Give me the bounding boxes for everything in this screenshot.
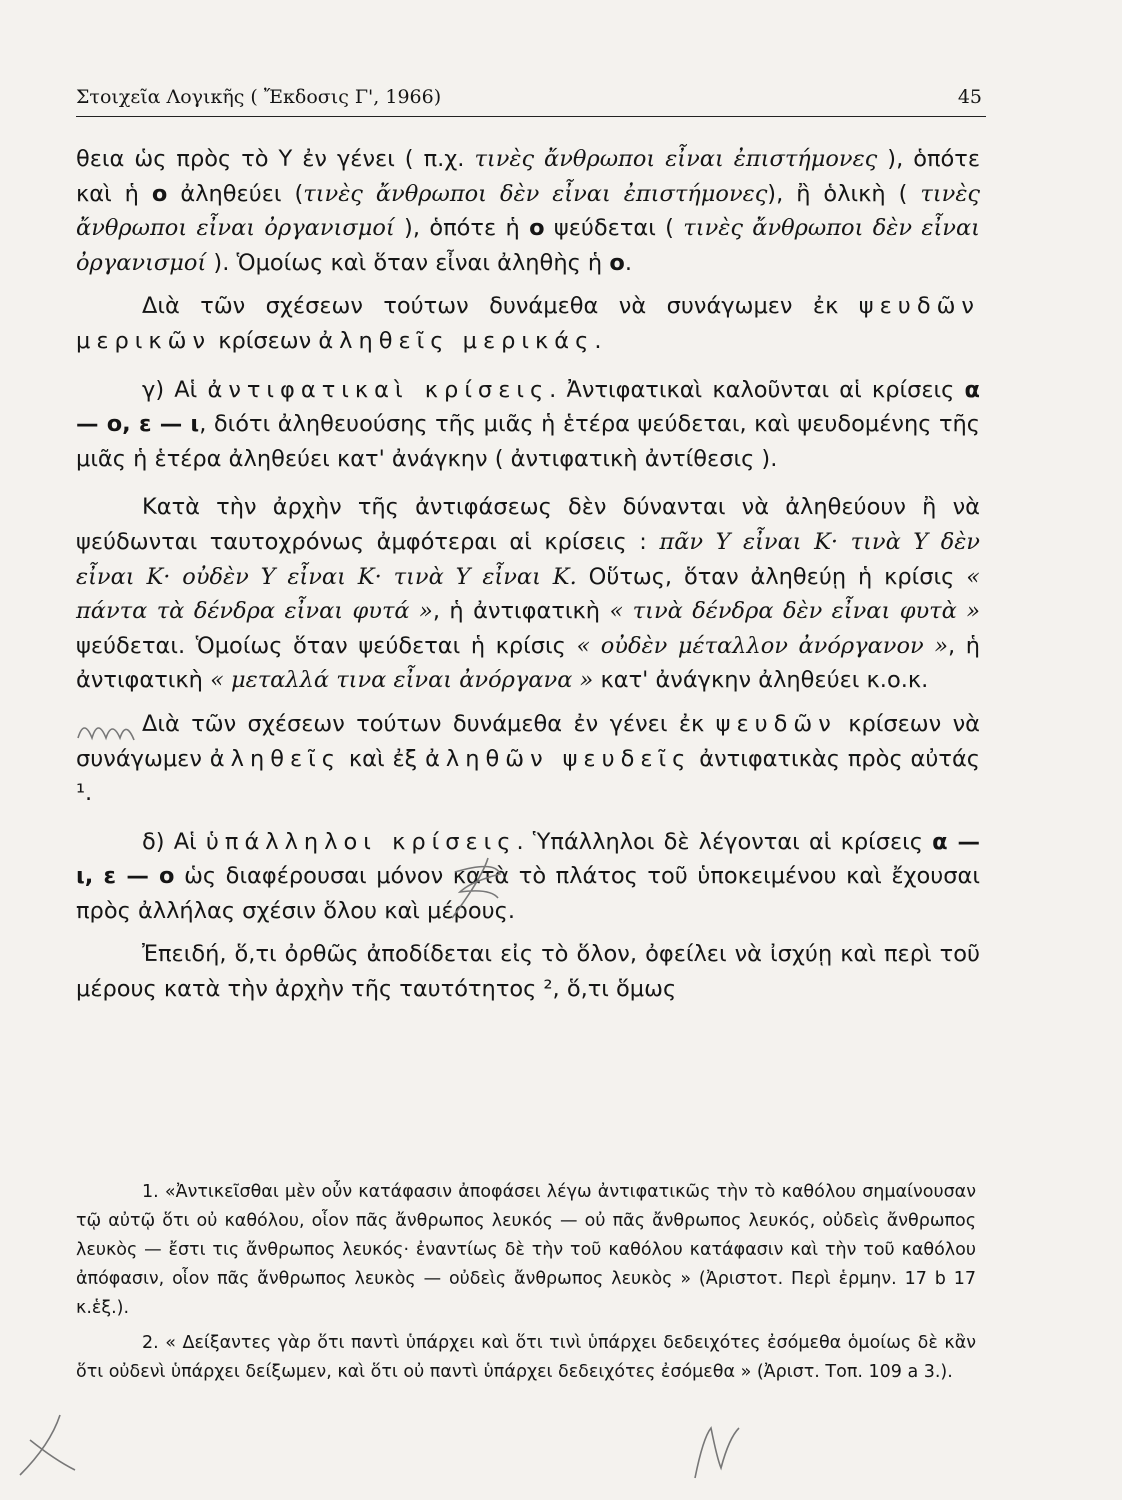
text-run: κρίσεων — [211, 327, 319, 354]
spaced-emphasis: ἀληθεῖς μερικάς — [318, 327, 595, 354]
body-text — [76, 142, 980, 1007]
bold-symbol: α — ι, ε — o — [76, 828, 980, 890]
paragraph-5 — [76, 707, 980, 811]
footnotes — [76, 1178, 976, 1387]
text-run: Ἐπειδή, ὅ,τι ὀρθῶς ἀποδίδεται εἰς τὸ ὅλον, ὀφείλει νὰ ἰσχύῃ καὶ περὶ τοῦ μέρους κατὰ τὴν ἀρχὴν τῆς ταυτότητος ², ὅ,τι ὅμως — [76, 941, 980, 1003]
italic-example: πᾶν Υ εἶναι Κ· τινὰ Υ δὲν εἶναι Κ· οὐδὲν Υ εἶναι Κ· τινὰ Υ εἶναι Κ. — [76, 528, 980, 590]
running-head-title: Στοιχεῖα Λογικῆς ( Ἔκδοσις Γ', 1966) — [76, 86, 442, 108]
text-run: ὡς διαφέρουσαι μόνον κατὰ τὸ πλάτος τοῦ ὑποκειμένου καὶ ἔχουσαι πρὸς ἀλλήλας σχέσιν ὅλου καὶ μέρους. — [76, 863, 980, 924]
spaced-emphasis: ψευδῶν — [715, 710, 837, 737]
bold-symbol: o — [609, 249, 625, 276]
footnote-2: 2. « Δείξαντες γὰρ ὅτι παντὶ ὑπάρχει καὶ ὅτι τινὶ ὑπάρχει δεδειχότες ἐσόμεθα ὁμοίως δὲ κἂν ὅτι οὐδενὶ ὑπάρχει δείξωμεν, καὶ ὅτι οὐ παντὶ ὑπάρχει δεδειχότες ἐσόμεθα » (Ἀριστ. Τοπ. 109 a 3.). — [76, 1333, 976, 1382]
scribble-mark — [20, 1415, 75, 1475]
text-run: Κατὰ τὴν ἀρχὴν τῆς ἀντιφάσεως δὲν δύνανται νὰ ἀληθεύουν ἢ νὰ ψεύδωνται ταυτοχρόνως ἀμφότεραι αἱ κρίσεις : — [76, 494, 980, 555]
text-run: . Ἀντιφατικαὶ καλοῦνται αἱ κρίσεις — [549, 376, 965, 403]
paragraph-7 — [76, 937, 980, 1006]
italic-example: τινὲς ἄνθρωποι εἶναι ὀργανισμοί — [76, 180, 980, 242]
text-run: κατ' ἀνάγκην ἀληθεύει κ.ο.κ. — [593, 667, 929, 694]
footnote-1: 1. «Ἀντικεῖσθαι μὲν οὖν κατάφασιν ἀποφάσει λέγω ἀντιφατικῶς τὴν τὸ καθόλου σημαίνουσαν τῷ αὐτῷ ὅτι οὐ καθόλου, οἷον πᾶς ἄνθρωπος λευκός — οὐ πᾶς ἄνθρωπος λευκός, οὐδεὶς ἄνθρωπος λευκὸς — ἔστι τις ἄνθρωπος λευκός· ἐναντίως δὲ τὴν τοῦ καθόλου κατάφασιν καὶ τὴν τοῦ καθόλου ἀπόφασιν, οἷον πᾶς ἄνθρωπος λευκὸς — οὐδεὶς ἄνθρωπος λευκὸς » (Ἀριστοτ. Περὶ ἑρμην. 17 b 17 κ.ἑξ.). — [76, 1182, 976, 1318]
spaced-emphasis: ἀληθῶν ψευδεῖς — [425, 745, 692, 772]
paragraph-3 — [76, 373, 980, 477]
text-run: . — [624, 249, 632, 276]
text-run: , ἡ ἀντιφατικὴ — [432, 598, 610, 625]
spaced-emphasis: ἀληθεῖς — [209, 745, 341, 772]
text-run: ψεύδεται ( — [544, 215, 684, 242]
text-run: ψεύδεται. Ὁμοίως ὅταν ψεύδεται ἡ κρίσις — [76, 632, 577, 659]
bold-symbol: α — o, ε — ι — [76, 376, 980, 438]
text-run: . Ὑπάλληλοι δὲ λέγονται αἱ κρίσεις — [516, 828, 933, 855]
spaced-emphasis: ψευδῶν μερικῶν — [76, 293, 980, 354]
text-run: ), ἢ ὁλικὴ ( — [767, 180, 921, 207]
italic-example: τινὲς ἄνθρωποι εἶναι ἐπιστήμονες — [474, 146, 878, 172]
bold-symbol: o — [151, 180, 168, 207]
italic-example: τινὲς ἄνθρωποι δὲν εἶναι ὀργανισμοί — [76, 215, 980, 276]
text-run: Διὰ τῶν σχέσεων τούτων δυνάμεθα νὰ συνάγωμεν ἐκ — [142, 293, 859, 320]
text-run: ἀληθεύει ( — [167, 180, 304, 207]
paragraph-1 — [76, 142, 980, 280]
text-run: καὶ ἐξ — [340, 745, 426, 772]
italic-example: « πάντα τὰ δένδρα εἶναι φυτά » — [76, 563, 980, 625]
spaced-heading: ἀντιφατικαὶ κρίσεις — [207, 376, 550, 403]
running-head — [76, 86, 986, 117]
text-run: ἀντιφατικὰς πρὸς αὐτάς ¹. — [76, 745, 980, 807]
text-run: Διὰ τῶν σχέσεων τούτων δυνάμεθα ἐν γένει ἐκ — [142, 710, 716, 737]
italic-example: τινὲς ἄνθρωποι δὲν εἶναι ἐπιστήμονες — [303, 180, 768, 207]
text-run: κρίσεων νὰ συνάγωμεν — [76, 710, 980, 772]
text-run: γ) Αἱ — [142, 376, 208, 403]
text-run: Οὕτως, ὅταν ἀληθεύῃ ἡ κρίσις — [576, 563, 967, 590]
text-run: δ) Αἱ — [142, 828, 206, 855]
text-run: ). Ὁμοίως καὶ ὅταν εἶναι ἀληθὴς ἡ — [206, 249, 610, 276]
spaced-heading: ὑπάλληλοι κρίσεις — [205, 828, 517, 855]
text-run: , ἡ ἀντιφατικὴ — [76, 632, 980, 694]
paragraph-6 — [76, 825, 980, 929]
scribble-mark — [695, 1428, 739, 1478]
text-run: , διότι ἀληθευούσης τῆς μιᾶς ἡ ἑτέρα ψεύδεται, καὶ ψευδομένης τῆς μιᾶς ἡ ἑτέρα ἀληθεύει κατ' ἀνάγκην ( ἀντιφατικὴ ἀντίθεσις ). — [76, 411, 980, 472]
italic-example: « οὐδὲν μέταλλον ἀνόργανον » — [576, 632, 949, 659]
italic-example: « τινὰ δένδρα δὲν εἶναι φυτὰ » — [609, 598, 980, 625]
text-run: ), ὁπότε καὶ ἡ — [76, 146, 981, 207]
text-run: ), ὁπότε ἡ — [394, 215, 530, 242]
bold-symbol: o — [529, 215, 545, 242]
paragraph-2 — [76, 289, 980, 358]
text-run: . — [594, 327, 602, 354]
page-number: 45 — [957, 86, 982, 108]
italic-example: « μεταλλά τινα εἶναι ἀνόργανα » — [210, 667, 594, 694]
text-run: θεια ὡς πρὸς τὸ Υ ἐν γένει ( π.χ. — [76, 146, 475, 172]
paragraph-4 — [76, 490, 980, 698]
